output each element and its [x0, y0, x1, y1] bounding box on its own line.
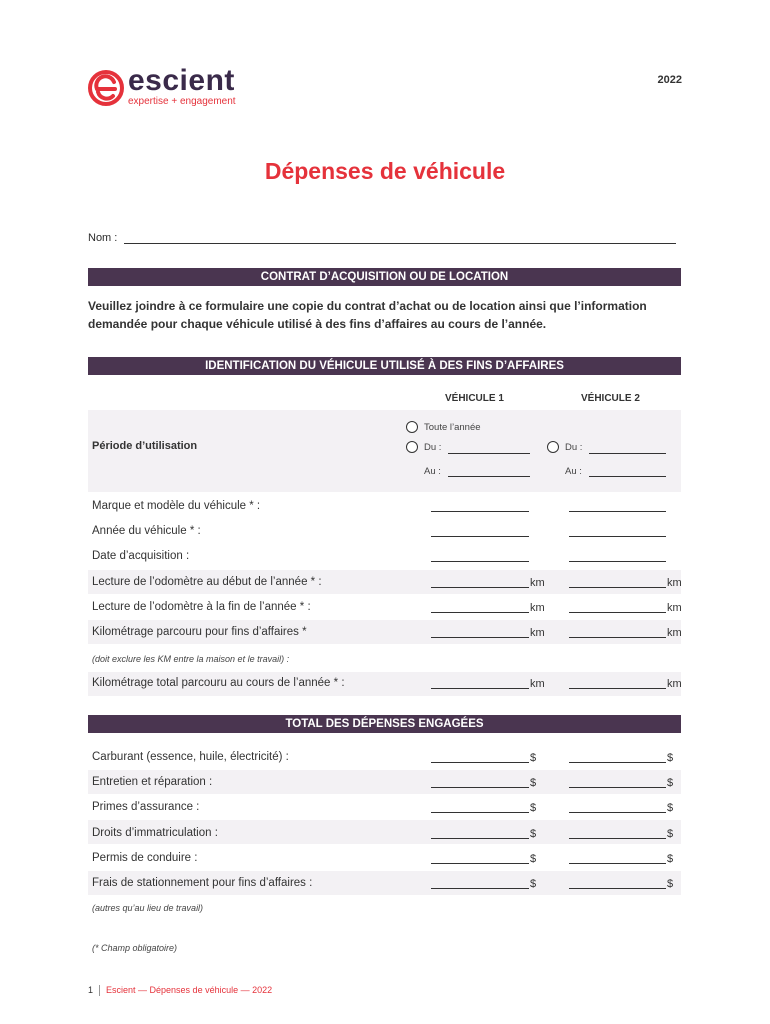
section-heading-depenses: TOTAL DES DÉPENSES ENGAGÉES: [88, 715, 681, 733]
toute-annee-label: Toute l’année: [424, 422, 481, 433]
column-header-vehicule-2: VÉHICULE 2: [581, 393, 640, 404]
du-field-2[interactable]: [589, 453, 666, 454]
au-field-2[interactable]: [589, 476, 666, 477]
expense-row-field-vehicule-1[interactable]: [431, 838, 529, 839]
vehicle-row-unit: km: [530, 627, 545, 639]
radio-du-vehicule-1[interactable]: [406, 441, 418, 453]
expense-row-label: Carburant (essence, huile, électricité) :: [92, 751, 289, 763]
logo-tagline: expertise + engagement: [128, 96, 236, 107]
vehicle-row-field-vehicule-1[interactable]: [431, 637, 529, 638]
vehicle-row-field-vehicule-1[interactable]: [431, 587, 529, 588]
page-number: 1: [88, 985, 94, 995]
expense-row-field-vehicule-2[interactable]: [569, 812, 666, 813]
expense-row-field-vehicule-1[interactable]: [431, 888, 529, 889]
vehicle-row-field-vehicule-2[interactable]: [569, 536, 666, 537]
expense-row-label: Permis de conduire :: [92, 851, 198, 864]
required-note: (* Champ obligatoire): [92, 943, 178, 953]
expense-row-field-vehicule-2[interactable]: [569, 787, 666, 788]
expense-row-label: Entretien et réparation :: [92, 776, 213, 789]
expense-row-unit: $: [530, 752, 537, 764]
year: 2022: [657, 74, 682, 86]
expense-row-unit: $: [667, 878, 674, 890]
expense-row-unit: $: [667, 752, 674, 764]
expense-row-unit: $: [667, 852, 674, 865]
radio-du-vehicule-2[interactable]: [547, 441, 559, 453]
total-km-field-1[interactable]: [431, 688, 529, 689]
vehicle-row-field-vehicule-2[interactable]: [569, 561, 666, 562]
vehicle-row-field-vehicule-1[interactable]: [431, 612, 529, 613]
au-label-1: Au :: [424, 466, 441, 477]
au-label-2: Au :: [565, 466, 582, 477]
expense-row-field-vehicule-2[interactable]: [569, 762, 666, 763]
vehicle-row-label: Marque et modèle du véhicule * :: [92, 500, 261, 512]
nom-label: Nom :: [88, 232, 118, 244]
section-heading-identification: IDENTIFICATION DU VÉHICULE UTILISÉ À DES FINS D’AFFAIRES: [88, 357, 681, 375]
column-header-vehicule-1: VÉHICULE 1: [445, 393, 504, 404]
vehicle-row-label: Date d’acquisition :: [92, 550, 190, 563]
vehicle-row-field-vehicule-1[interactable]: [431, 561, 529, 562]
vehicle-row-field-vehicule-2[interactable]: [569, 612, 666, 613]
total-km-unit-2: km: [667, 678, 682, 690]
expense-row-field-vehicule-1[interactable]: [431, 762, 529, 763]
vehicle-row-unit: km: [530, 576, 545, 589]
total-km-field-2[interactable]: [569, 688, 666, 689]
page-title: Dépenses de véhicule: [264, 158, 506, 184]
logo-wordmark: escient: [128, 64, 235, 97]
expense-row-field-vehicule-2[interactable]: [569, 888, 666, 889]
expense-row-field-vehicule-2[interactable]: [569, 863, 666, 864]
footer: [88, 985, 272, 996]
expense-row-unit: $: [530, 878, 537, 890]
vehicle-row-field-vehicule-1[interactable]: [431, 511, 529, 512]
expense-row-unit: $: [530, 777, 537, 790]
expense-row-label: Frais de stationnement pour fins d’affaires :: [92, 877, 313, 889]
periode-label: Période d’utilisation: [92, 440, 198, 452]
nom-field[interactable]: [124, 243, 676, 244]
footer-divider: [99, 985, 100, 996]
vehicle-row-unit: km: [667, 601, 682, 614]
intro-text: [88, 297, 688, 333]
expense-row-unit: $: [667, 802, 674, 815]
vehicle-row-field-vehicule-1[interactable]: [431, 536, 529, 537]
expense-row-field-vehicule-1[interactable]: [431, 812, 529, 813]
vehicle-row-field-vehicule-2[interactable]: [569, 587, 666, 588]
vehicle-row-label: Année du véhicule * :: [92, 525, 201, 538]
expense-row-unit: $: [530, 827, 537, 840]
expense-row-label: Primes d’assurance :: [92, 801, 200, 814]
vehicle-row-label: Kilométrage parcouru pour fins d’affaires *: [92, 626, 307, 638]
vehicle-row-field-vehicule-2[interactable]: [569, 511, 666, 512]
total-km-label: Kilométrage total parcouru au cours de l’année * :: [92, 677, 345, 689]
vehicle-row-label: Lecture de l’odomètre à la fin de l’année * :: [92, 600, 311, 613]
expense-row-unit: $: [667, 827, 674, 840]
du-label-1: Du :: [424, 442, 442, 453]
vehicle-row-unit: km: [667, 627, 682, 639]
vehicle-row-field-vehicule-2[interactable]: [569, 637, 666, 638]
expense-row-unit: $: [530, 852, 537, 865]
total-km-unit-1: km: [530, 678, 545, 690]
vehicle-row-label: Lecture de l’odomètre au début de l’année * :: [92, 575, 322, 588]
expense-row-unit: $: [667, 777, 674, 790]
expense-row-unit: $: [530, 802, 537, 815]
expense-row-field-vehicule-1[interactable]: [431, 787, 529, 788]
intro-line-1: Veuillez joindre à ce formulaire une copie du contrat d’achat ou de location ainsi que l’information: [88, 299, 647, 313]
expense-row-field-vehicule-2[interactable]: [569, 838, 666, 839]
au-field-1[interactable]: [448, 476, 530, 477]
expense-row-field-vehicule-1[interactable]: [431, 863, 529, 864]
vehicle-row-unit: km: [667, 576, 682, 589]
du-label-2: Du :: [565, 442, 583, 453]
du-field-1[interactable]: [448, 453, 530, 454]
expense-row-label: Droits d’immatriculation :: [92, 826, 218, 839]
intro-line-2: demandée pour chaque véhicule utilisé à des fins d’affaires au cours de l’année.: [88, 317, 547, 331]
escient-logo-icon: [88, 68, 124, 113]
km-note: (doit exclure les KM entre la maison et le travail) :: [92, 654, 290, 664]
section-heading-contrat: CONTRAT D’ACQUISITION OU DE LOCATION: [88, 268, 681, 286]
stationnement-note: (autres qu’au lieu de travail): [92, 903, 204, 913]
radio-toute-annee[interactable]: [406, 421, 418, 433]
vehicle-row-unit: km: [530, 601, 545, 614]
footer-text: Escient — Dépenses de véhicule — 2022: [106, 985, 273, 995]
